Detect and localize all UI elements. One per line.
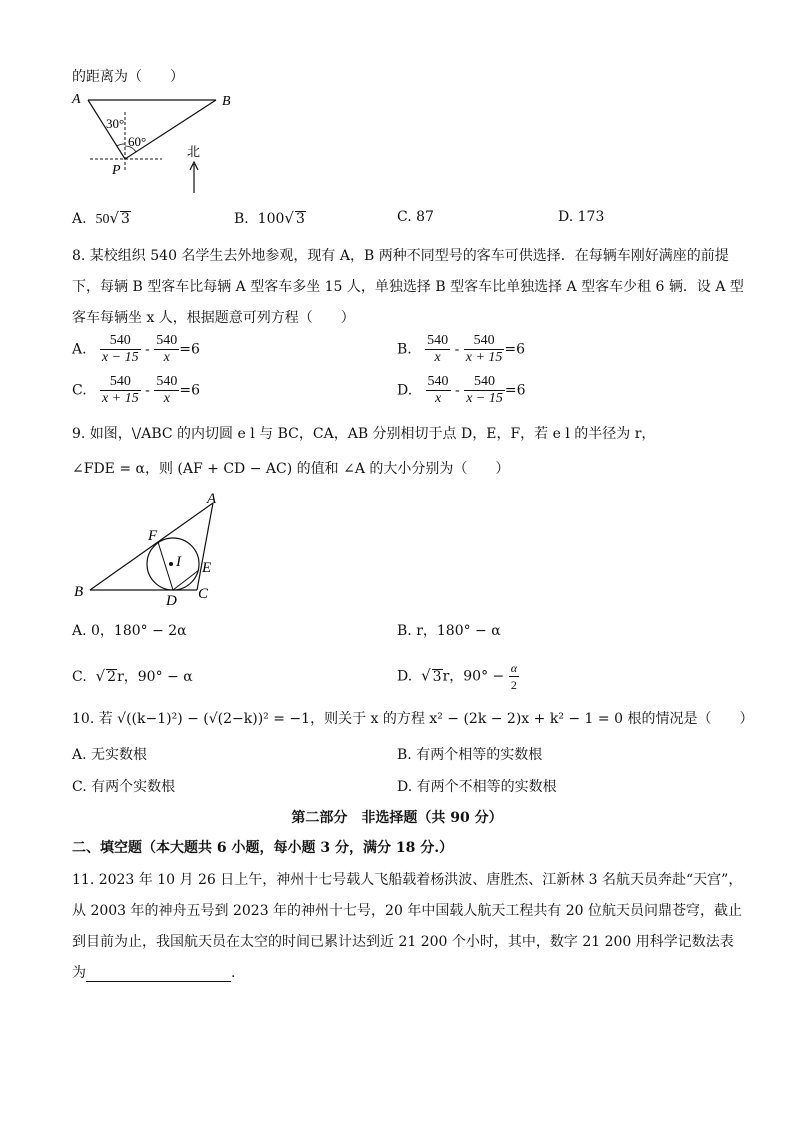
q9-point-c: C	[198, 586, 209, 602]
q7-point-b: B	[222, 94, 231, 109]
q7-option-d: D. 173	[558, 209, 605, 225]
q7-point-a: A	[72, 92, 81, 107]
q10-option-a: A. 无实数根	[72, 747, 148, 763]
q7-option-a: A. 50√ 3	[72, 209, 130, 227]
q10-option-c: C. 有两个实数根	[72, 779, 176, 795]
q7-option-c: C. 87	[397, 209, 434, 225]
q9-point-e: E	[202, 560, 212, 576]
q9-point-d: D	[166, 593, 177, 608]
q9-point-a: A	[207, 491, 217, 507]
q7-intro: 的距离为（ ）	[72, 69, 184, 85]
q9-option-a: A. 0，180° − 2α	[72, 623, 187, 639]
q7-north-label: 北	[187, 144, 201, 159]
q11-line2: 从 2003 年的神舟五号到 2023 年的神州十七号，20 年中国载人航天工程共有 20 位航天员问鼎苍穹，截止	[72, 903, 743, 919]
q9-figure	[70, 488, 230, 608]
q9-line1: 9. 如图，\/ABC 的内切圆 e l 与 BC，CA，AB 分别相切于点 D，E，F，若 e l 的半径为 r，	[72, 426, 656, 442]
q7-angle-60: 60°	[128, 134, 147, 149]
q8-option-d: D. $\frac{540}{x}$ - $\frac{540}{x - 15}$ =6	[397, 374, 526, 406]
q9-option-d: D. √ 3r，90° − $\frac{\alpha}{2}$	[397, 661, 518, 692]
q9-option-b: B. r，180° − α	[397, 623, 501, 639]
q7-figure	[66, 86, 236, 198]
q8-line1: 8. 某校组织 540 名学生去外地参观，现有 A，B 两种不同型号的客车可供选择．在每辆车刚好满座的前提	[72, 248, 729, 264]
q8-option-b: B. $\frac{540}{x}$ - $\frac{540}{x + 15}$ =6	[397, 333, 526, 365]
answer-blank[interactable]	[86, 967, 231, 982]
q7-angle-30: 30°	[106, 116, 125, 131]
q8-option-a: A. $\frac{540}{x - 15}$ - $\frac{540}{x}$ =6	[72, 333, 200, 365]
q9-point-i: I	[176, 554, 181, 570]
q10-option-d: D. 有两个不相等的实数根	[397, 779, 557, 795]
q8-option-c: C. $\frac{540}{x + 15}$ - $\frac{540}{x}$ =6	[72, 374, 200, 406]
q11-line1: 11. 2023 年 10 月 26 日上午，神州十七号载人飞船载着杨洪波、唐胜杰、江新林 3 名航天员奔赴“天宫”，	[72, 872, 743, 888]
part2-title: 第二部分 非选择题（共 90 分）	[291, 810, 503, 826]
q8-line3: 客车每辆坐 x 人，根据题意可列方程（ ）	[72, 310, 355, 326]
q9-point-b: B	[74, 584, 84, 600]
q9-point-f: F	[148, 528, 158, 544]
q11-line3: 到目前为止，我国航天员在太空的时间已累计达到近 21 200 个小时，其中，数字 21 200 用科学记数法表	[72, 934, 734, 950]
q8-line2: 下，每辆 B 型客车比每辆 A 型客车多坐 15 人，单独选择 B 型客车比单独选择 A 型客车少租 6 辆．设 A 型	[72, 279, 744, 295]
q11-line4: 为 .	[72, 965, 236, 981]
q9-line2: ∠FDE = α，则 (AF + CD − AC) 的值和 ∠A 的大小分别为（ ）	[72, 461, 510, 477]
q9-option-c: C. √ 2r，90° − α	[72, 667, 193, 685]
q7-point-p: P	[112, 163, 121, 178]
q10-option-b: B. 有两个相等的实数根	[397, 747, 543, 763]
section-heading: 二、填空题（本大题共 6 小题，每小题 3 分，满分 18 分.）	[72, 840, 454, 856]
q10-stem: 10. 若 √((k−1)²) − (√(2−k))² = −1，则关于 x 的方程 x² − (2k − 2)x + k² − 1 = 0 根的情况是（ ）	[72, 711, 754, 727]
q7-option-b: B. 100√ 3	[234, 209, 305, 227]
